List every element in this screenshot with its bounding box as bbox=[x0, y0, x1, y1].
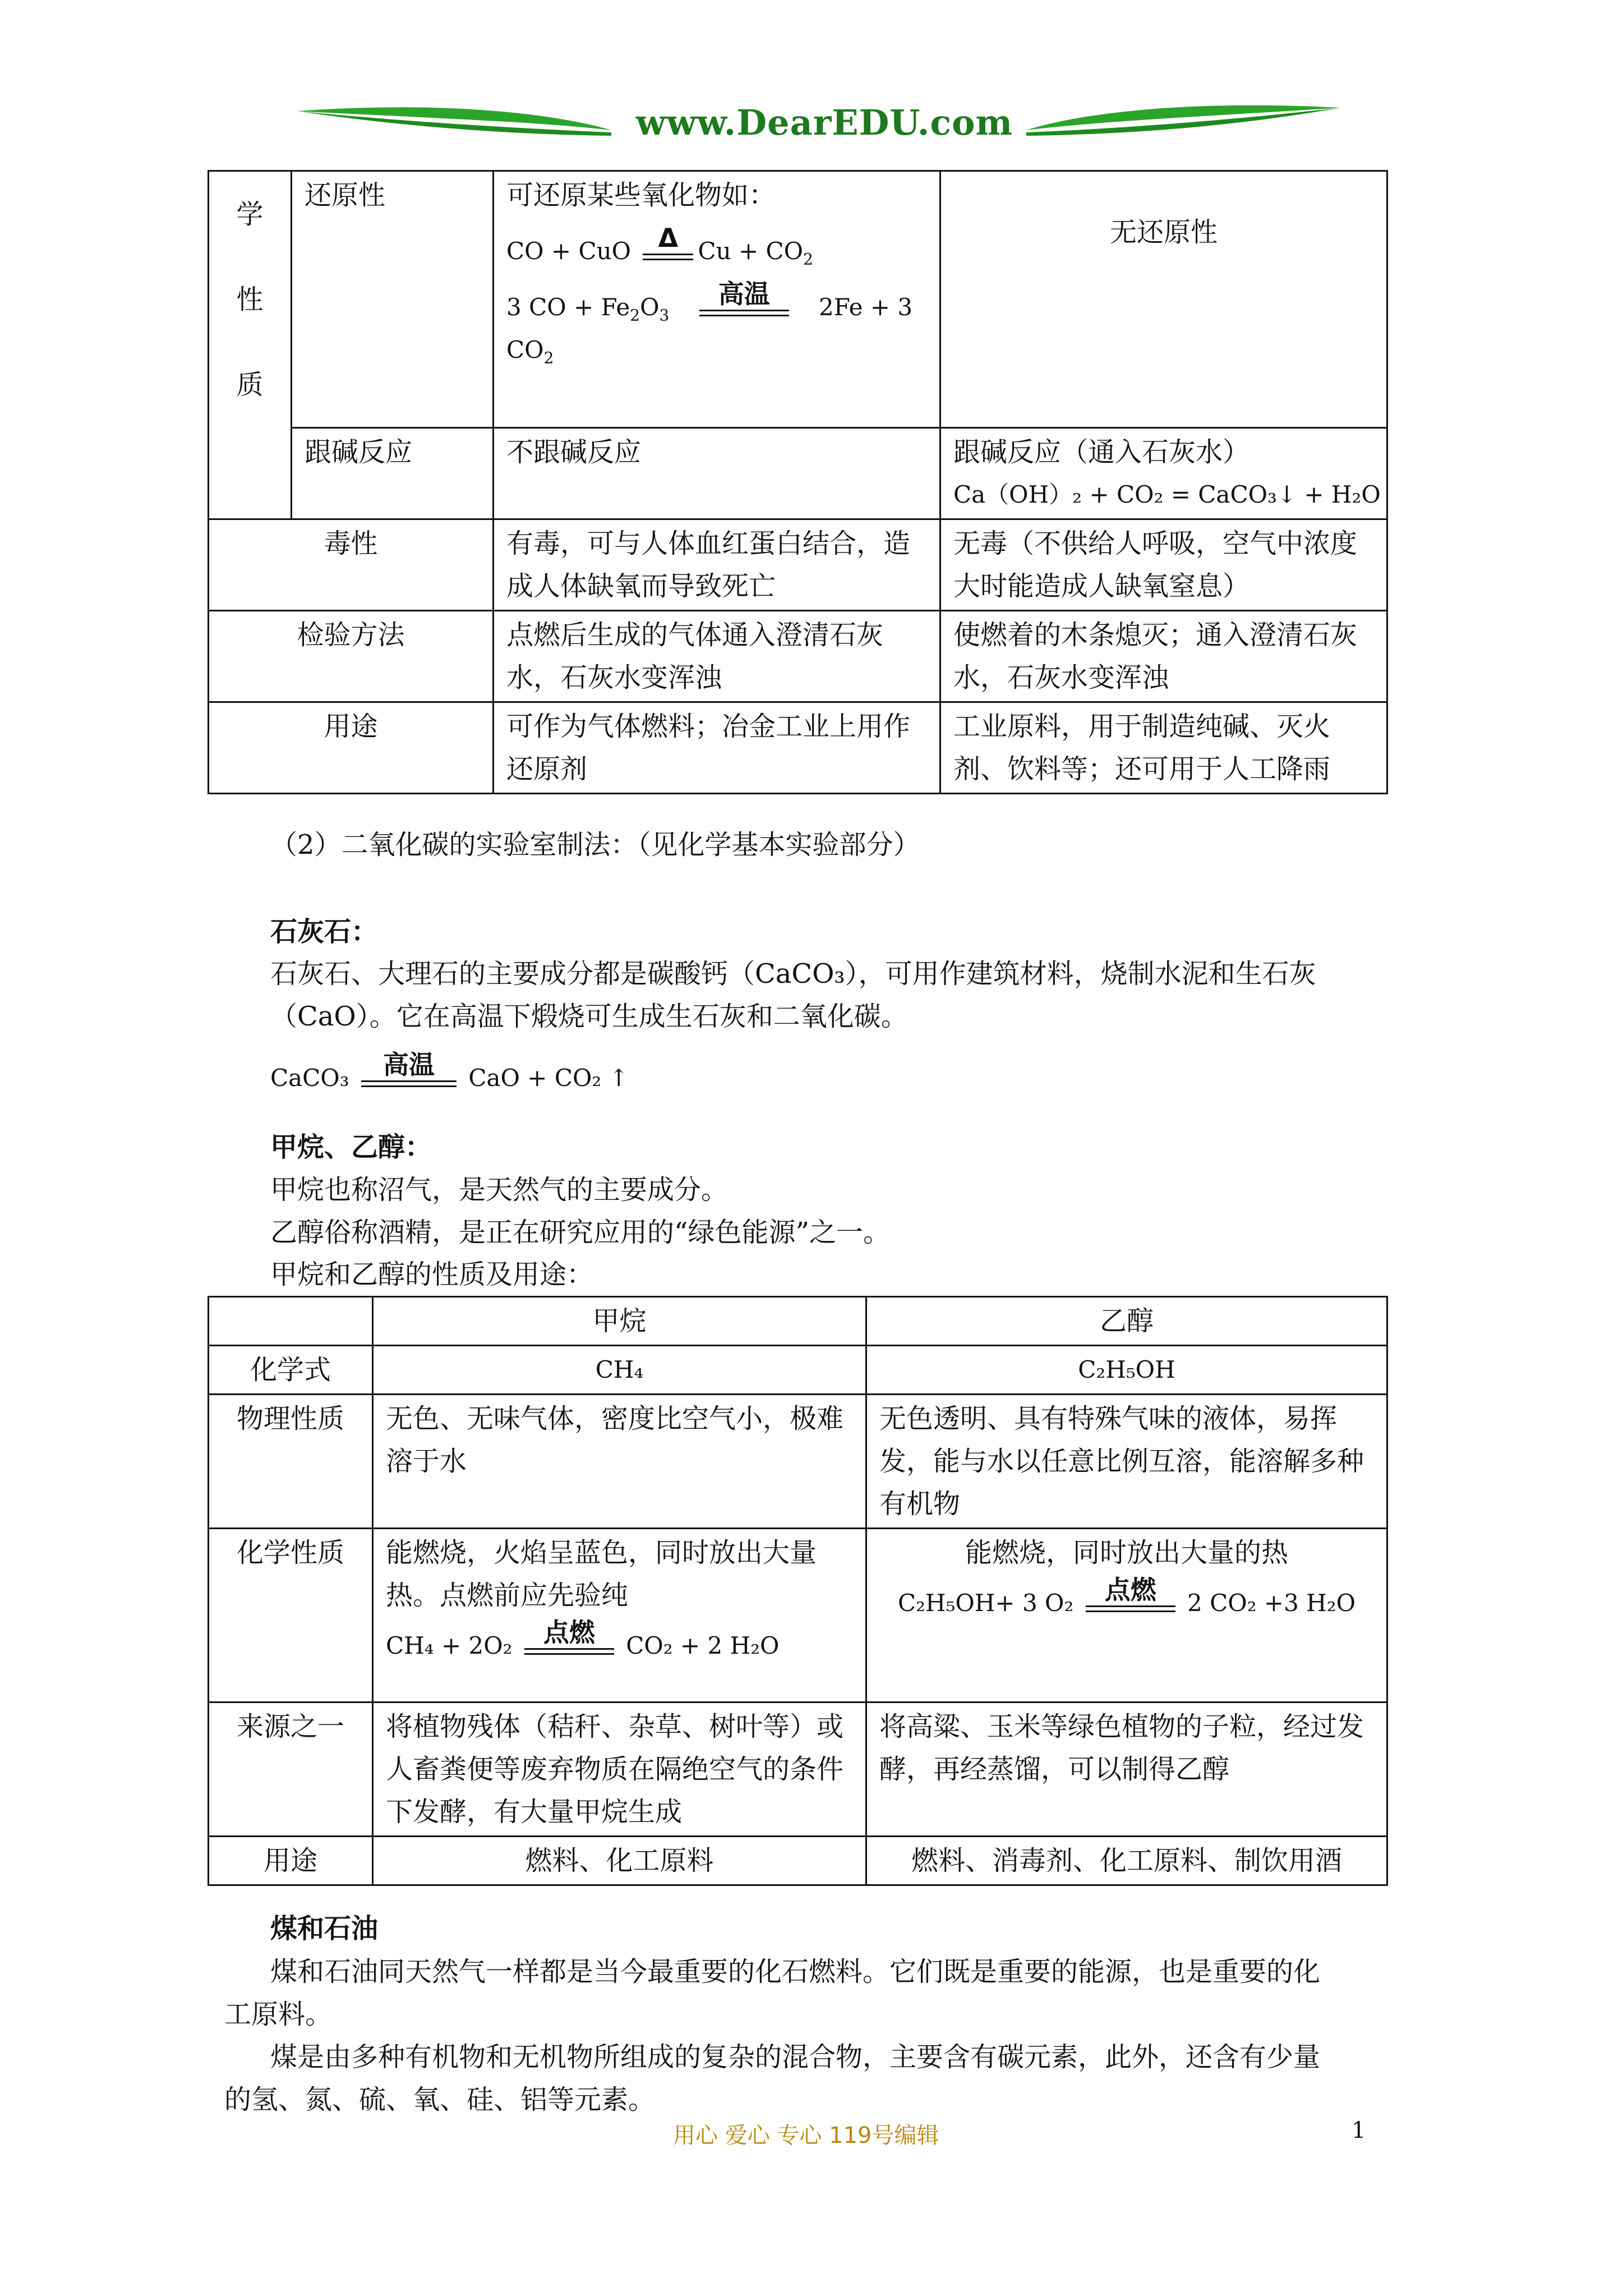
eq-left: 3 CO + Fe bbox=[506, 293, 630, 321]
reduction-co-text: 可还原某些氧化物如： bbox=[506, 180, 776, 211]
table-row bbox=[209, 428, 1387, 519]
eq-bar bbox=[524, 1648, 614, 1655]
formula-ethanol: C₂H₅OH bbox=[866, 1346, 1387, 1395]
condition-text: Δ bbox=[658, 223, 679, 253]
formula-methane: CH₄ bbox=[373, 1346, 866, 1395]
source-label: 来源之一 bbox=[209, 1703, 373, 1837]
test-co2: 使燃着的木条熄灭；通入澄清石灰水，石灰水变浑浊 bbox=[940, 611, 1387, 702]
condition-text: 高温 bbox=[382, 1050, 435, 1080]
toxicity-label: 毒性 bbox=[209, 519, 494, 611]
equation-co-fe2o3: 3 CO + $Fe_2O_3$ 高温 2Fe + 3 bbox=[506, 278, 927, 329]
chemical-methane bbox=[373, 1529, 866, 1703]
source-methane: 将植物残体（秸秆、杂草、树叶等）或人畜粪便等废弃物质在隔绝空气的条件下发酵，有大量甲烷生成 bbox=[373, 1703, 866, 1837]
eq-right: Cu + CO bbox=[698, 237, 804, 265]
eq-left: CH₄ + 2O₂ bbox=[386, 1632, 513, 1659]
methane-line3: 甲烷和乙醇的性质及用途： bbox=[270, 1259, 594, 1290]
eq-tail-text: CO bbox=[506, 336, 544, 364]
use2-methane: 燃料、化工原料 bbox=[373, 1837, 866, 1885]
table-row bbox=[209, 1703, 1387, 1837]
use-label: 用途 bbox=[209, 702, 494, 794]
eq-bar bbox=[699, 310, 789, 316]
side-label-char: 学 bbox=[236, 199, 264, 230]
table-row bbox=[209, 1346, 1387, 1395]
use2-ethanol: 燃料、消毒剂、化工原料、制饮用酒 bbox=[866, 1837, 1387, 1885]
use-co: 可作为气体燃料；冶金工业上用作还原剂 bbox=[494, 702, 940, 794]
use2-label: 用途 bbox=[209, 1837, 373, 1885]
reduction-label: 还原性 bbox=[292, 171, 494, 428]
alkali-label: 跟碱反应 bbox=[292, 428, 494, 519]
footer-text: 用心 爱心 专心 119号编辑 bbox=[673, 2123, 939, 2148]
methane-ethanol-table bbox=[208, 1296, 1388, 1886]
eq-right: CaO + CO₂ ↑ bbox=[468, 1064, 629, 1092]
eq-tail: $CO_2$ bbox=[506, 336, 554, 367]
alkali-co2-equation: Ca（OH）₂ + CO₂ = CaCO₃↓ + H₂O bbox=[953, 481, 1381, 508]
chemical-label: 化学性质 bbox=[209, 1529, 373, 1703]
eq-bar bbox=[1086, 1605, 1175, 1612]
physical-methane: 无色、无味气体，密度比空气小，极难溶于水 bbox=[373, 1395, 866, 1529]
physical-label: 物理性质 bbox=[209, 1395, 373, 1529]
coal-para1-line1: 煤和石油同天然气一样都是当今最重要的化石燃料。它们既是重要的能源，也是重要的化 bbox=[270, 1956, 1321, 1987]
equation-co-cuo: CO + CuO Δ $Cu + CO_2$ bbox=[506, 222, 927, 273]
table-row bbox=[209, 171, 1387, 428]
page-number: 1 bbox=[1352, 2118, 1366, 2143]
table-row bbox=[209, 702, 1387, 794]
alkali-co2-line1: 跟碱反应（通入石灰水） bbox=[953, 436, 1250, 468]
methane-line1: 甲烷也称沼气，是天然气的主要成分。 bbox=[270, 1174, 728, 1205]
chemical-ethanol bbox=[866, 1529, 1387, 1703]
eq-condition bbox=[699, 278, 789, 329]
header-empty bbox=[209, 1297, 373, 1346]
table-row bbox=[209, 611, 1387, 702]
reduction-co bbox=[494, 171, 940, 428]
eq-bar bbox=[361, 1080, 457, 1087]
formula-label: 化学式 bbox=[209, 1346, 373, 1395]
co-co2-table bbox=[208, 170, 1388, 794]
table-row bbox=[209, 1837, 1387, 1885]
toxicity-co: 有毒，可与人体血红蛋白结合，造成人体缺氧而导致死亡 bbox=[494, 519, 940, 611]
limestone-equation bbox=[270, 1049, 629, 1099]
coal-para2-line2: 的氢、氮、硫、氧、硅、铝等元素。 bbox=[224, 2084, 656, 2115]
limestone-line2: （CaO）。它在高温下煅烧可生成生石灰和二氧化碳。 bbox=[270, 1001, 908, 1032]
methane-title: 甲烷、乙醇： bbox=[270, 1131, 432, 1163]
ethanol-equation bbox=[879, 1574, 1374, 1625]
chemical-methane-text: 能燃烧，火焰呈蓝色，同时放出大量热。点燃前应先验纯 bbox=[386, 1537, 817, 1611]
eq-condition bbox=[524, 1617, 614, 1667]
methane-equation bbox=[386, 1617, 853, 1667]
alkali-co2 bbox=[940, 428, 1387, 519]
eq-left: CaCO₃ bbox=[270, 1064, 349, 1092]
eq-right: 2Fe + 3 bbox=[819, 293, 913, 321]
eq-right: 2 CO₂ +3 H₂O bbox=[1187, 1589, 1356, 1617]
test-co: 点燃后生成的气体通入澄清石灰水，石灰水变浑浊 bbox=[494, 611, 940, 702]
alkali-co: 不跟碱反应 bbox=[494, 428, 940, 519]
side-label-char: 性 bbox=[236, 284, 264, 315]
eq-left: CO + CuO bbox=[506, 237, 631, 265]
table-row bbox=[209, 1297, 1387, 1346]
section-lab: （2）二氧化碳的实验室制法：（见化学基本实验部分） bbox=[270, 829, 920, 861]
eq-condition bbox=[361, 1049, 457, 1099]
coal-para1-line2: 工原料。 bbox=[224, 1999, 333, 2030]
table-row bbox=[209, 1529, 1387, 1703]
header-ethanol: 乙醇 bbox=[866, 1297, 1387, 1346]
eq-right: CO₂ + 2 H₂O bbox=[626, 1632, 780, 1659]
header-methane: 甲烷 bbox=[373, 1297, 866, 1346]
coal-para2-line1: 煤是由多种有机物和无机物所组成的复杂的混合物，主要含有碳元素，此外，还含有少量 bbox=[270, 2041, 1321, 2073]
side-label bbox=[209, 171, 292, 519]
header-logo bbox=[297, 95, 1340, 157]
limestone-title: 石灰石： bbox=[270, 916, 379, 947]
condition-text: 高温 bbox=[718, 279, 770, 309]
coal-title: 煤和石油 bbox=[270, 1913, 379, 1944]
use-co2: 工业原料，用于制造纯碱、灭火剂、饮料等；还可用于人工降雨 bbox=[940, 702, 1387, 794]
eq-left: C₂H₅OH+ 3 O₂ bbox=[897, 1589, 1074, 1617]
physical-ethanol: 无色透明、具有特殊气味的液体，易挥发，能与水以任意比例互溶，能溶解多种有机物 bbox=[866, 1395, 1387, 1529]
limestone-line1: 石灰石、大理石的主要成分都是碳酸钙（CaCO₃），可用作建筑材料，烧制水泥和生石灰 bbox=[270, 958, 1316, 990]
source-ethanol: 将高粱、玉米等绿色植物的子粒，经过发酵，再经蒸馏，可以制得乙醇 bbox=[866, 1703, 1387, 1837]
table-row bbox=[209, 519, 1387, 611]
side-label-char: 质 bbox=[236, 369, 264, 401]
toxicity-co2: 无毒（不供给人呼吸，空气中浓度大时能造成人缺氧窒息） bbox=[940, 519, 1387, 611]
logo-text: www.DearEDU.com bbox=[635, 102, 1013, 143]
test-label: 检验方法 bbox=[209, 611, 494, 702]
eq-condition bbox=[643, 222, 693, 273]
eq-condition bbox=[1086, 1574, 1175, 1625]
condition-text: 点燃 bbox=[1104, 1575, 1156, 1605]
methane-line2: 乙醇俗称酒精，是正在研究应用的“绿色能源”之一。 bbox=[270, 1217, 891, 1248]
chemical-ethanol-text: 能燃烧，同时放出大量的热 bbox=[965, 1537, 1288, 1568]
eq-bar bbox=[643, 254, 693, 260]
reduction-co2: 无还原性 bbox=[940, 171, 1387, 428]
condition-text: 点燃 bbox=[543, 1617, 595, 1648]
table-row bbox=[209, 1395, 1387, 1529]
